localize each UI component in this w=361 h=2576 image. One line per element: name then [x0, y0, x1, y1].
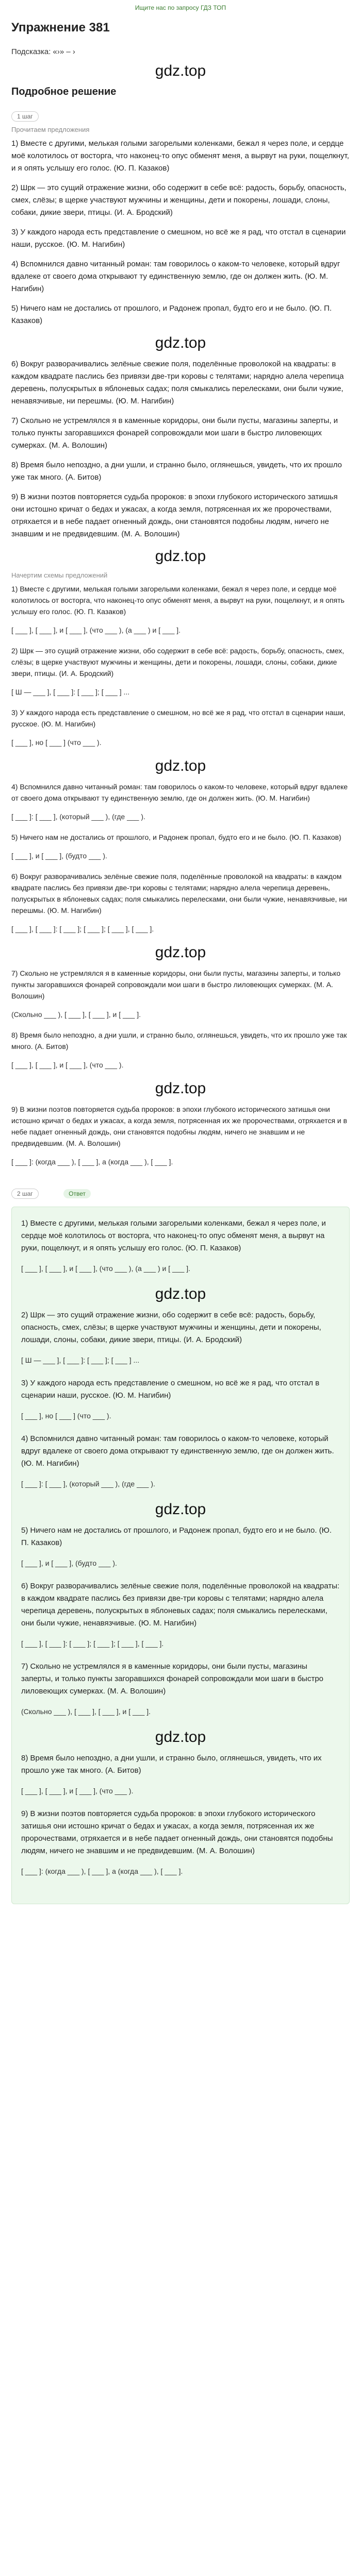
answer-sentence-1: 1) Вместе с другими, мелькая голыми загорелыми коленками, бежал я через поле, и сердце моё колотилось от восторга, что наконец-то опус обменят меня, а вырвут на руки, пощелкнут, и я опять услышу его голос. (Ю. П. Казаков): [21, 1219, 326, 1252]
answer-scheme-5: [ ___ ], и [ ___ ], (будто ___ ).: [21, 1559, 117, 1567]
scheme-4: [ ___ ]: [ ___ ], (который ___ ), (где ___ ).: [11, 812, 145, 821]
answer-box: [11, 1207, 350, 1904]
sentence-4: 4) Вспомнился давно читанный роман: там говорилось о каком-то человеке, который вдруг вдалеке от своего дома открывают ту единственную землю, где он должен жить. (Ю. М. Нагибин): [11, 260, 340, 293]
top-search-link[interactable]: Ищите нас по запросу ГДЗ ТОП: [135, 4, 226, 11]
watermark: gdz.top: [155, 1285, 206, 1302]
answer-sentence-3: 3) У каждого народа есть представление о смешном, но всё же я рад, что отстал в сценарии наши, русское. (Ю. М. Нагибин): [21, 1379, 320, 1400]
step2-sentence-6: 6) Вокруг разворачивались зелёные свежие поля, поделённые проволокой на квадраты: в каждом квадрате паслись без привязи две-три коровы с телятами; нарядно алела черепица деревень, полускрытых в яблоневых садах; поля смыкались перелесками, они были чужие, ненавязчивые, ни перешмы. (Ю. М. Нагибин): [11, 872, 347, 914]
scheme-9: [ ___ ]: (когда ___ ), [ ___ ], а (когда ___ ), [ ___ ].: [11, 1158, 173, 1166]
hint-line: Подсказка: «›» – ›: [11, 47, 75, 56]
answer-scheme-2: [ Ш — ___ ], [ ___ ]: [ ___ ]; [ ___ ] ...: [21, 1356, 140, 1364]
answer-scheme-4: [ ___ ]: [ ___ ], (который ___ ), (где ___ ).: [21, 1480, 155, 1488]
answer-sentence-2: 2) Шрк — это сущий отражение жизни, обо содержит в себе всё: радость, борьбу, опасность, смех, слёзы; в щерке участвуют мужчины и женщины, дети и покорены, лошади, слоны, собаки, дикие звери, птицы. (И. А. Бродский): [21, 1311, 321, 1344]
sentence-8: 8) Время было непоздно, а дни ушли, и странно было, оглянешься, увидеть, что их прошло уже так много. (А. Битов): [11, 461, 342, 482]
answer-sentence-7: 7) Скольно не устремлялся я в каменные коридоры, они были пусты, магазины заперты, и только пункты загоравшихся фонарей сопровождали мои шаги в быстро лиловеющих сумерках. (М. А. Волошин): [21, 1662, 324, 1696]
sentence-5: 5) Ничего нам не достались от прошлого, и Радонеж пропал, будто его и не было. (Ю. П. Казаков): [11, 304, 332, 325]
answer-scheme-1: [ ___ ], [ ___ ], и [ ___ ], (что ___ ), (а ___ ) и [ ___ ].: [21, 1264, 191, 1273]
step2-sentence-7: 7) Скольно не устремлялся я в каменные коридоры, они были пусты, магазины заперты, и только пункты загоравшихся фонарей сопровождали мои шаги в быстро лиловеющих сумерках. (М. А. Волошин): [11, 969, 341, 1000]
sentence-9: 9) В жизни поэтов повторяется судьба пророков: в эпохи глубокого исторического затишья они истошно кричат о бедах и ужасах, а когда земля, потрясенная их же пророчествами, отряхается и в небе падает огненный дождь, они становятся подобны людям, ничего не знавшим и не предвидевшим. (М. А. Волошин): [11, 493, 338, 538]
step-1-sentences: [0, 138, 361, 540]
step-2-caption: Начертим схемы предложений: [11, 571, 108, 579]
step2-sentence-2: 2) Шрк — это сущий отражение жизни, обо содержит в себе всё: радость, борьбу, опасность, смех, слёзы; в щерке участвуют мужчины и женщины, дети и покорены, лошади, слоны, собаки, дикие звери, птицы. (И. А. Бродский): [11, 647, 344, 677]
scheme-1: [ ___ ], [ ___ ], и [ ___ ], (что ___ ), (а ___ ) и [ ___ ].: [11, 626, 181, 634]
answer-scheme-3: [ ___ ], но [ ___ ] (что ___ ).: [21, 1412, 111, 1420]
step-1-badge: 1 шаг: [11, 111, 39, 122]
step-2-badge: 2 шаг: [11, 1189, 39, 1199]
answer-sentence-9: 9) В жизни поэтов повторяется судьба пророков: в эпохи глубокого исторического затишья они истошно кричат о бедах и ужасах, а когда земля, потрясенная их же пророчествами, отряхается и в небе падает огненный дождь, они становятся подобны людям, ничего не знавшим и не предвидевшим. (М. А. Волошин): [21, 1809, 333, 1855]
watermark: gdz.top: [155, 548, 206, 565]
answer-scheme-6: [ ___ ], [ ___ ]: [ ___ ]; [ ___ ]; [ ___ ], [ ___ ].: [21, 1639, 164, 1648]
step-2-schemes: [0, 583, 361, 1167]
scheme-2: [ Ш — ___ ], [ ___ ]: [ ___ ]; [ ___ ] ...: [11, 688, 130, 696]
step-1-caption: Прочитаем предложения: [11, 126, 90, 133]
answer-scheme-9: [ ___ ]: (когда ___ ), [ ___ ], а (когда ___ ), [ ___ ].: [21, 1867, 183, 1875]
answer-sentence-6: 6) Вокруг разворачивались зелёные свежие поля, поделённые проволокой на квадраты: в каждом квадрате паслись без привязи две-три коровы с телятами; нарядно алела черепица деревень, полускрытых в яблоневых садах; поля смыкались перелесками, они были чужие, ненавязчивые. (Ю. М. Нагибин): [21, 1582, 340, 1628]
step2-sentence-1: 1) Вместе с другими, мелькая голыми загорелыми коленками, бежал я через поле, и сердце моё колотилось от восторга, что наконец-то опус обменят меня, а вырвут на руки, пощелкнут, и я опять услышу его голос. (Ю. П. Казаков): [11, 585, 344, 616]
sentence-6: 6) Вокруг разворачивались зелёные свежие поля, поделённые проволокой на квадраты: в каждом квадрате паслись без привязи две-три коровы с телятами; нарядно алела черепица деревень, полускрытых в яблоневых садах; поля смыкались перелесками, они были чужие, ненавязчивые, ни перешмы. (Ю. М. Нагибин): [11, 360, 344, 405]
scheme-3: [ ___ ], но [ ___ ] (что ___ ).: [11, 738, 102, 747]
answer-sentence-8: 8) Время было непоздно, а дни ушли, и странно было, оглянешься, увидеть, что их прошло уже так много. (А. Битов): [21, 1754, 322, 1775]
step2-sentence-5: 5) Ничего нам не достались от прошлого, и Радонеж пропал, будто его и не было. (Ю. П. Казаков): [11, 833, 341, 841]
answer-sentence-4: 4) Вспомнился давно читанный роман: там говорилось о каком-то человеке, который вдруг вдалеке от своего дома открывают ту единственную землю, где он должен жить. (Ю. М. Нагибин): [21, 1434, 334, 1468]
watermark: gdz.top: [155, 757, 206, 774]
answer-sentence-5: 5) Ничего нам не достались от прошлого, и Радонеж пропал, будто его и не было. (Ю. П. Казаков): [21, 1526, 332, 1547]
watermark: gdz.top: [155, 62, 206, 79]
watermark: gdz.top: [155, 1080, 206, 1097]
watermark: gdz.top: [155, 1501, 206, 1518]
watermark: gdz.top: [155, 944, 206, 961]
sentence-7: 7) Скольно не устремлялся я в каменные коридоры, они были пусты, магазины заперты, и только пункты загоравшихся фонарей сопровождали мои шаги в быстро лиловеющих сумерках. (М. А. Волошин): [11, 416, 338, 450]
answer-scheme-7: (Скольно ___ ), [ ___ ], [ ___ ], и [ ___ ].: [21, 1707, 151, 1716]
answer-content: [21, 1217, 340, 1877]
watermark: gdz.top: [155, 334, 206, 351]
page-title: Упражнение 381: [11, 21, 110, 35]
sentence-3: 3) У каждого народа есть представление о смешном, но всё же я рад, что отстал в сценарии наши, русское. (Ю. М. Нагибин): [11, 228, 346, 249]
section-title: Подробное решение: [11, 86, 117, 97]
sentence-1: 1) Вместе с другими, мелькая голыми загорелыми коленками, бежал я через поле, и сердце моё колотилось от восторга, что наконец-то опус обменят меня, а вырвут на руки, пощелкнут, и я опять услышу его голос. (Ю. П. Казаков): [11, 139, 349, 173]
answer-scheme-8: [ ___ ], [ ___ ], и [ ___ ], (что ___ ).: [21, 1787, 134, 1795]
step2-sentence-9: 9) В жизни поэтов повторяется судьба пророков: в эпохи глубокого исторического затишья они истошно кричат о бедах и ужасах, а когда земля, потрясенная их же пророчествами, отряхается и в небе падает огненный дождь, они становятся подобны людям, ничего не знавшим и не предвидевшим. (М. А. Волошин): [11, 1105, 348, 1147]
step2-sentence-4: 4) Вспомнился давно читанный роман: там говорилось о каком-то человеке, который вдруг вдалеке от своего дома открывают ту единственную землю, где он должен жить. (Ю. М. Нагибин): [11, 783, 348, 802]
answer-badge: Ответ: [63, 1189, 91, 1198]
scheme-5: [ ___ ], и [ ___ ], (будто ___ ).: [11, 852, 107, 860]
step2-sentence-8: 8) Время было непоздно, а дни ушли, и странно было, оглянешься, увидеть, что их прошло уже так много. (А. Битов): [11, 1031, 347, 1050]
scheme-8: [ ___ ], [ ___ ], и [ ___ ], (что ___ ).: [11, 1061, 124, 1069]
watermark: gdz.top: [155, 1728, 206, 1745]
scheme-6: [ ___ ], [ ___ ]: [ ___ ]; [ ___ ]; [ ___ ], [ ___ ].: [11, 925, 154, 933]
step2-sentence-3: 3) У каждого народа есть представление о смешном, но всё же я рад, что отстал в сценарии наши, русское. (Ю. М. Нагибин): [11, 708, 346, 728]
sentence-2: 2) Шрк — это сущий отражение жизни, обо содержит в себе всё: радость, борьбу, опасность, смех, слёзы; в щерке участвуют мужчины и женщины, дети и покорены, лошади, слоны, собаки, дикие звери, птицы. (И. А. Бродский): [11, 183, 347, 217]
scheme-7: (Скольно ___ ), [ ___ ], [ ___ ], и [ ___ ].: [11, 1010, 141, 1019]
